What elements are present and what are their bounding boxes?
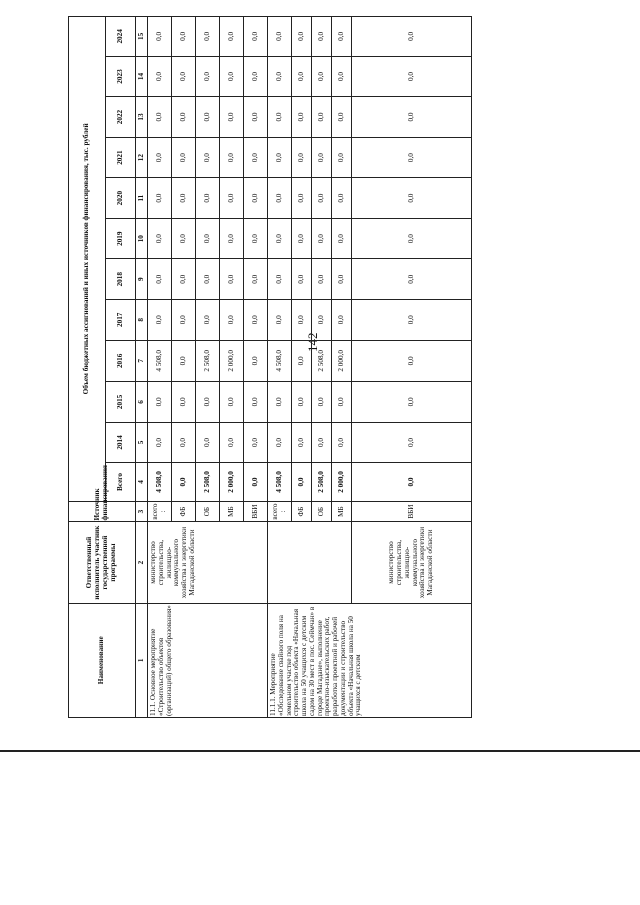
value-cell: 0,0 (312, 137, 332, 178)
group-measure-11-1-1 (268, 17, 472, 718)
total-cell: 4 508,0 (268, 463, 292, 501)
value-cell: 0,0 (148, 218, 172, 259)
header-year: 2014 (106, 422, 136, 463)
value-cell: 0,0 (268, 218, 292, 259)
value-cell: 0,0 (332, 17, 352, 57)
row-name: 11.1. Основное мероприятие «Строительство объектов (организаций) общего образования» (148, 603, 268, 717)
value-cell: 0,0 (196, 97, 220, 138)
value-cell: 0,0 (352, 17, 472, 57)
value-cell: 0,0 (292, 178, 312, 219)
value-cell: 0,0 (172, 97, 196, 138)
value-cell: 0,0 (220, 17, 244, 57)
header-total: Всего (106, 463, 136, 501)
row-executor-blank (268, 522, 352, 603)
header-year: 2024 (106, 17, 136, 57)
header-source: Источник финансирования (69, 501, 136, 522)
value-cell: 0,0 (196, 259, 220, 300)
value-cell: 0,0 (148, 422, 172, 463)
col-number: 10 (136, 218, 148, 259)
value-cell: 0,0 (244, 300, 268, 341)
value-cell: 4 508,0 (148, 340, 172, 382)
value-cell: 0,0 (332, 97, 352, 138)
header-year: 2023 (106, 56, 136, 97)
header-year: 2017 (106, 300, 136, 341)
col-number: 11 (136, 178, 148, 219)
value-cell: 0,0 (352, 218, 472, 259)
header-year: 2016 (106, 340, 136, 382)
value-cell: 0,0 (312, 56, 332, 97)
table-row (268, 17, 292, 718)
value-cell: 0,0 (196, 218, 220, 259)
value-cell: 0,0 (172, 137, 196, 178)
value-cell: 0,0 (268, 178, 292, 219)
row-executor: министерство строительства, жилищно-коммунального хозяйства и энергетики Магаданской области (352, 522, 472, 603)
value-cell: 0,0 (268, 300, 292, 341)
total-cell: 0,0 (352, 463, 472, 501)
value-cell: 0,0 (244, 137, 268, 178)
col-number: 7 (136, 340, 148, 382)
value-cell: 0,0 (148, 17, 172, 57)
value-cell: 0,0 (268, 137, 292, 178)
total-cell: 0,0 (172, 463, 196, 501)
value-cell: 0,0 (220, 218, 244, 259)
total-cell: 2 000,0 (332, 463, 352, 501)
value-cell: 0,0 (244, 178, 268, 219)
value-cell: 0,0 (172, 422, 196, 463)
value-cell: 0,0 (352, 259, 472, 300)
value-cell: 0,0 (196, 382, 220, 423)
value-cell: 0,0 (244, 56, 268, 97)
value-cell: 2 000,0 (332, 340, 352, 382)
row-executor: министерство строительства, жилищно-коммунального хозяйства и энергетики Магаданской области (148, 522, 268, 603)
value-cell: 0,0 (220, 56, 244, 97)
value-cell: 0,0 (332, 259, 352, 300)
value-cell: 0,0 (196, 422, 220, 463)
source-cell: ФБ (172, 501, 196, 522)
value-cell: 0,0 (352, 340, 472, 382)
source-cell: ВБИ (352, 501, 472, 522)
source-cell: ОБ (312, 501, 332, 522)
col-number: 8 (136, 300, 148, 341)
col-number: 5 (136, 422, 148, 463)
value-cell: 2 508,0 (312, 340, 332, 382)
value-cell: 0,0 (172, 17, 196, 57)
value-cell: 0,0 (312, 300, 332, 341)
source-cell: всего : (268, 501, 292, 522)
value-cell: 0,0 (148, 137, 172, 178)
value-cell: 0,0 (196, 178, 220, 219)
value-cell: 0,0 (148, 300, 172, 341)
col-number: 14 (136, 56, 148, 97)
value-cell: 0,0 (244, 382, 268, 423)
col-number: 15 (136, 17, 148, 57)
value-cell: 0,0 (332, 56, 352, 97)
value-cell: 0,0 (148, 97, 172, 138)
table-row (148, 17, 172, 718)
col-number: 6 (136, 382, 148, 423)
value-cell: 0,0 (220, 137, 244, 178)
value-cell: 0,0 (292, 97, 312, 138)
value-cell: 0,0 (220, 97, 244, 138)
value-cell: 4 508,0 (268, 340, 292, 382)
total-cell: 2 508,0 (196, 463, 220, 501)
col-number: 13 (136, 97, 148, 138)
value-cell: 0,0 (352, 56, 472, 97)
financing-table (68, 16, 472, 718)
source-cell: ВБИ (244, 501, 268, 522)
header-year: 2020 (106, 178, 136, 219)
value-cell: 0,0 (332, 422, 352, 463)
value-cell: 0,0 (312, 97, 332, 138)
value-cell: 0,0 (268, 382, 292, 423)
financing-table-wrapper (68, 16, 435, 718)
value-cell: 0,0 (332, 137, 352, 178)
value-cell: 0,0 (292, 259, 312, 300)
value-cell: 0,0 (332, 300, 352, 341)
value-cell: 0,0 (292, 382, 312, 423)
value-cell: 0,0 (268, 56, 292, 97)
value-cell: 0,0 (312, 422, 332, 463)
value-cell: 0,0 (292, 300, 312, 341)
source-cell: ФБ (292, 501, 312, 522)
total-cell: 4 508,0 (148, 463, 172, 501)
value-cell: 0,0 (148, 259, 172, 300)
value-cell: 0,0 (352, 300, 472, 341)
value-cell: 0,0 (332, 382, 352, 423)
table-header (69, 17, 148, 718)
total-cell: 2 508,0 (312, 463, 332, 501)
value-cell: 0,0 (292, 340, 312, 382)
col-number: 9 (136, 259, 148, 300)
source-cell: МБ (220, 501, 244, 522)
header-year: 2015 (106, 382, 136, 423)
value-cell: 0,0 (268, 17, 292, 57)
header-year: 2019 (106, 218, 136, 259)
col-number: 12 (136, 137, 148, 178)
header-executor: Ответственный исполнитель участник государственной программы (69, 522, 136, 603)
value-cell: 0,0 (332, 178, 352, 219)
value-cell: 0,0 (268, 97, 292, 138)
value-cell: 0,0 (196, 56, 220, 97)
value-cell: 0,0 (148, 382, 172, 423)
value-cell: 0,0 (292, 137, 312, 178)
group-basic-measure (148, 17, 268, 718)
horizontal-rule (0, 750, 640, 752)
page-number: 142 (305, 332, 320, 352)
source-cell: всего : (148, 501, 172, 522)
value-cell: 0,0 (312, 382, 332, 423)
value-cell: 0,0 (292, 218, 312, 259)
value-cell: 0,0 (268, 422, 292, 463)
value-cell: 0,0 (312, 178, 332, 219)
value-cell: 0,0 (172, 178, 196, 219)
value-cell: 0,0 (352, 422, 472, 463)
value-cell: 0,0 (292, 56, 312, 97)
value-cell: 0,0 (220, 259, 244, 300)
value-cell: 2 000,0 (220, 340, 244, 382)
value-cell: 0,0 (244, 340, 268, 382)
value-cell: 0,0 (244, 17, 268, 57)
value-cell: 0,0 (332, 218, 352, 259)
header-name: Наименование (69, 603, 136, 717)
row-name: 11.1.1. Мероприятие «Обследование свайного поля на земельном участке под строительство объекта «Начальная школа на 50 учащихся с детским садом на 30 мест в пос. Сеймчан» в городе Магадане», выполнение проектно-изыскательских работ, разработка проектной и рабочей документации и строительство объекта «Начальная школа на 50 учащихся с детским (268, 603, 472, 717)
value-cell: 0,0 (312, 17, 332, 57)
value-cell: 0,0 (220, 422, 244, 463)
value-cell: 0,0 (220, 178, 244, 219)
value-cell: 2 508,0 (196, 340, 220, 382)
value-cell: 0,0 (312, 218, 332, 259)
value-cell: 0,0 (172, 340, 196, 382)
col-number: 2 (136, 522, 148, 603)
value-cell: 0,0 (220, 382, 244, 423)
header-year: 2018 (106, 259, 136, 300)
col-number: 3 (136, 501, 148, 522)
value-cell: 0,0 (292, 17, 312, 57)
value-cell: 0,0 (148, 178, 172, 219)
value-cell: 0,0 (220, 300, 244, 341)
header-year: 2022 (106, 97, 136, 138)
value-cell: 0,0 (244, 97, 268, 138)
col-number: 4 (136, 463, 148, 501)
header-volume: Объем бюджетных ассигнований и иных источников финансирования, тыс. рублей (69, 17, 106, 502)
value-cell: 0,0 (244, 422, 268, 463)
value-cell: 0,0 (196, 17, 220, 57)
value-cell: 0,0 (172, 218, 196, 259)
source-cell: МБ (332, 501, 352, 522)
value-cell: 0,0 (244, 218, 268, 259)
total-cell: 0,0 (292, 463, 312, 501)
value-cell: 0,0 (172, 300, 196, 341)
value-cell: 0,0 (352, 178, 472, 219)
value-cell: 0,0 (196, 300, 220, 341)
value-cell: 0,0 (196, 137, 220, 178)
value-cell: 0,0 (148, 56, 172, 97)
source-cell: ОБ (196, 501, 220, 522)
value-cell: 0,0 (244, 259, 268, 300)
value-cell: 0,0 (352, 137, 472, 178)
header-year: 2021 (106, 137, 136, 178)
value-cell: 0,0 (352, 382, 472, 423)
value-cell: 0,0 (172, 56, 196, 97)
value-cell: 0,0 (172, 259, 196, 300)
value-cell: 0,0 (352, 97, 472, 138)
col-number: 1 (136, 603, 148, 717)
value-cell: 0,0 (312, 259, 332, 300)
value-cell: 0,0 (172, 382, 196, 423)
total-cell: 0,0 (244, 463, 268, 501)
total-cell: 2 000,0 (220, 463, 244, 501)
value-cell: 0,0 (268, 259, 292, 300)
value-cell: 0,0 (292, 422, 312, 463)
